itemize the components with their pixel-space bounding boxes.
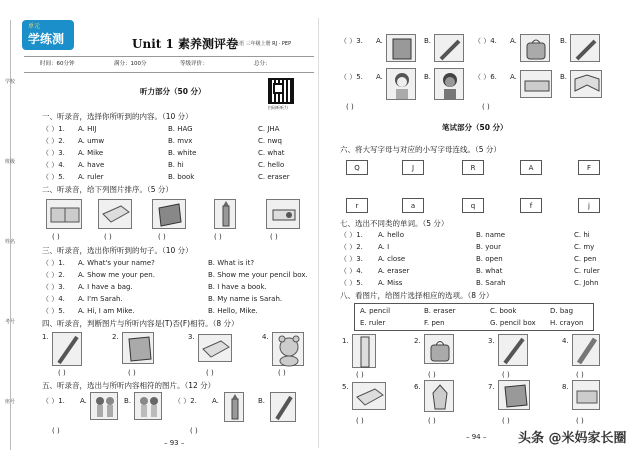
header-rule-2 bbox=[24, 72, 314, 73]
book-icon bbox=[153, 200, 187, 230]
q1-1-option-a: A. HIJ bbox=[78, 125, 97, 133]
word-bank-h: H. crayon bbox=[550, 319, 584, 327]
s8-blank-8[interactable]: ( ) bbox=[576, 417, 584, 425]
q5-5-picture-b bbox=[434, 68, 464, 100]
s5-blank-1[interactable]: ( ) bbox=[52, 427, 60, 435]
book-icon bbox=[387, 35, 417, 63]
q7-3-number[interactable]: （ ）3. bbox=[340, 255, 363, 263]
q1-5-option-a: A. ruler bbox=[78, 173, 104, 181]
q7-5-option-a: A. Miss bbox=[378, 279, 403, 287]
q1-3-option-a: A. Mike bbox=[78, 149, 104, 157]
section-1-title: 一、听录音，选择你所听到的内容。（10 分） bbox=[42, 112, 193, 121]
q5-4-picture-b bbox=[570, 34, 600, 62]
s2-blank-3[interactable]: ( ) bbox=[158, 233, 166, 241]
q1-1-option-c: C. JHA bbox=[258, 125, 280, 133]
open-book-icon bbox=[571, 71, 603, 99]
q1-4-option-c: C. hello bbox=[258, 161, 285, 169]
pencil-icon bbox=[271, 393, 297, 423]
upper-letter-5[interactable]: F bbox=[578, 160, 600, 175]
q1-4-number[interactable]: （ ）4. bbox=[42, 161, 65, 169]
q7-4-number[interactable]: （ ）4. bbox=[340, 267, 363, 275]
grade-meta: 英语 三年级上册 RJ · PEP bbox=[234, 41, 292, 47]
word-bank-b: B. eraser bbox=[424, 307, 456, 315]
s8-num-8: 8. bbox=[562, 383, 569, 391]
section-4-title: 四、听录音，判断图片与所听内容是(T)否(F)相符。（8 分） bbox=[42, 319, 239, 328]
lower-letter-3[interactable]: q bbox=[462, 198, 484, 213]
q3-1-number[interactable]: （ ）1. bbox=[42, 259, 65, 267]
q5-4-picture-a bbox=[520, 34, 550, 62]
q1-5-option-c: C. eraser bbox=[258, 173, 290, 181]
bag-icon bbox=[425, 335, 455, 365]
q3-1-option-a: A. What's your name? bbox=[78, 259, 155, 267]
word-bank-e: E. ruler bbox=[360, 319, 386, 327]
q3-2-option-b: B. Show me your pencil box. bbox=[208, 271, 308, 279]
q5-3-number[interactable]: （ ）3. bbox=[340, 37, 363, 45]
q5-1-option-a: A. bbox=[80, 397, 87, 405]
word-bank-f: F. pen bbox=[424, 319, 445, 327]
q5-6-number[interactable]: （ ）6. bbox=[474, 73, 497, 81]
q3-2-option-a: A. Show me your pen. bbox=[78, 271, 155, 279]
pencil-sharpener-picture bbox=[266, 199, 300, 229]
q5-3-option-a: A. bbox=[376, 37, 383, 45]
page-number-93: – 93 – bbox=[164, 439, 185, 447]
s4-num-1: 1. bbox=[42, 333, 49, 341]
q1-3-option-b: B. white bbox=[168, 149, 197, 157]
q3-5-option-b: B. Hello, Mike. bbox=[208, 307, 258, 315]
page-number-94: – 94 – bbox=[466, 433, 487, 441]
q7-2-number[interactable]: （ ）2. bbox=[340, 243, 363, 251]
q1-2-option-b: B. mvx bbox=[168, 137, 193, 145]
word-bank-d: D. bag bbox=[550, 307, 574, 315]
watermark: 头条 @米妈家长圈 bbox=[518, 431, 627, 446]
word-bank-a: A. pencil bbox=[360, 307, 391, 315]
q7-3-option-a: A. close bbox=[378, 255, 406, 263]
time-limit: 时间：60分钟 bbox=[40, 61, 75, 67]
word-bank-g: G. pencil box bbox=[490, 319, 536, 327]
q5-3-picture-a bbox=[386, 34, 416, 62]
lower-letter-4[interactable]: f bbox=[520, 198, 542, 213]
q5-4-number[interactable]: （ ）4. bbox=[474, 37, 497, 45]
q5-3-option-b: B. bbox=[424, 37, 432, 45]
q5-5-option-b: B. bbox=[424, 73, 432, 81]
q7-4-option-b: B. what bbox=[476, 267, 503, 275]
grade-evaluation: 等级评价： bbox=[180, 61, 208, 67]
side-label-name: 姓名 bbox=[5, 239, 16, 245]
s8-ruler-picture bbox=[352, 334, 376, 368]
section-8-title: 八、看图片，给图片选择相应的选项。（8 分） bbox=[340, 291, 494, 300]
side-label-exam-no: 考号 bbox=[5, 319, 16, 325]
side-label-class: 班级 bbox=[5, 159, 16, 165]
s8-pencil-box-picture bbox=[572, 380, 600, 410]
q7-2-option-a: A. I bbox=[378, 243, 390, 251]
s8-blank-6[interactable]: ( ) bbox=[428, 417, 436, 425]
q5-4-option-a: A. bbox=[510, 37, 517, 45]
s8-blank-7[interactable]: ( ) bbox=[502, 417, 510, 425]
q3-1-option-b: B. What is it? bbox=[208, 259, 255, 267]
s4-num-4: 4. bbox=[262, 333, 269, 341]
s8-eraser-picture bbox=[352, 382, 386, 410]
lower-letter-5[interactable]: j bbox=[578, 198, 600, 213]
full-score: 满分：100分 bbox=[114, 61, 147, 67]
binding-strip bbox=[2, 20, 16, 460]
side-label-seat-no: 座号 bbox=[5, 399, 16, 405]
pen-icon bbox=[571, 35, 601, 63]
q7-4-option-a: A. eraser bbox=[378, 267, 410, 275]
q3-4-option-b: B. My name is Sarah. bbox=[208, 295, 283, 303]
girl-icon bbox=[387, 69, 417, 101]
q5-6-option-b: B. bbox=[560, 73, 568, 81]
upper-letter-1[interactable]: Q bbox=[346, 160, 368, 175]
q3-5-option-a: A. Hi, I am Mike. bbox=[78, 307, 135, 315]
pencil-box-icon bbox=[573, 381, 601, 411]
q1-5-number[interactable]: （ ）5. bbox=[42, 173, 65, 181]
listening-heading: 听力部分（50 分） bbox=[140, 87, 206, 96]
s8-blank-5[interactable]: ( ) bbox=[356, 417, 364, 425]
pencil-box-icon bbox=[47, 200, 83, 230]
s8-book-picture bbox=[498, 380, 530, 410]
q7-2-option-c: C. my bbox=[574, 243, 595, 251]
section-7-title: 七、选出不同类的单词。（5 分） bbox=[340, 219, 449, 228]
s8-blank-4[interactable]: ( ) bbox=[576, 371, 584, 379]
fountain-pen-icon bbox=[425, 381, 455, 413]
s8-crayon-picture bbox=[572, 334, 600, 366]
book-icon bbox=[123, 333, 155, 365]
q1-4-option-b: B. hi bbox=[168, 161, 184, 169]
q1-4-option-a: A. have bbox=[78, 161, 105, 169]
qr-caption: 扫码听听力 bbox=[268, 105, 288, 110]
lower-letter-2[interactable]: a bbox=[402, 198, 424, 213]
upper-letter-4[interactable]: A bbox=[520, 160, 542, 175]
q3-3-option-a: A. I have a bag. bbox=[78, 283, 133, 291]
qr-code[interactable] bbox=[268, 78, 294, 104]
q7-5-option-c: C. John bbox=[574, 279, 599, 287]
pen-icon bbox=[435, 35, 465, 63]
section-2-title: 二、听录音，给下列图片排序。（5 分） bbox=[42, 185, 173, 194]
s8-num-3: 3. bbox=[488, 337, 495, 345]
publisher-logo: 单元 学练测 bbox=[22, 20, 74, 50]
boy-icon bbox=[435, 69, 465, 101]
q5-5-picture-a bbox=[386, 68, 416, 100]
children-greeting-icon bbox=[91, 393, 119, 421]
q5-6-option-a: A. bbox=[510, 73, 517, 81]
s8-blank-1[interactable]: ( ) bbox=[356, 371, 364, 379]
total-score: 总分： bbox=[254, 61, 271, 67]
s8-pen-picture bbox=[424, 380, 454, 412]
q5-2-picture-a bbox=[224, 392, 244, 422]
pencil-case-icon bbox=[521, 71, 553, 99]
s4-eraser-picture bbox=[198, 334, 232, 362]
s8-pencil-picture bbox=[498, 334, 528, 366]
s8-num-6: 6. bbox=[414, 383, 421, 391]
q5-3-picture-b bbox=[434, 34, 464, 62]
s4-blank-2[interactable]: ( ) bbox=[128, 369, 136, 377]
s2-blank-1[interactable]: ( ) bbox=[52, 233, 60, 241]
s4-num-3: 3. bbox=[188, 333, 195, 341]
q1-3-number[interactable]: （ ）3. bbox=[42, 149, 65, 157]
page-title: Unit 1 素养测评卷 bbox=[132, 37, 238, 51]
q1-1-option-b: B. HAG bbox=[168, 125, 193, 133]
q3-2-number[interactable]: （ ）2. bbox=[42, 271, 65, 279]
crayon-icon bbox=[573, 335, 601, 367]
written-heading: 笔试部分（50 分） bbox=[442, 123, 508, 132]
s8-blank-3[interactable]: ( ) bbox=[502, 371, 510, 379]
eraser-picture bbox=[98, 199, 132, 229]
s5-blank-2[interactable]: ( ) bbox=[190, 427, 198, 435]
q7-3-option-c: C. pen bbox=[574, 255, 597, 263]
q7-1-option-b: B. name bbox=[476, 231, 506, 239]
q7-3-option-b: B. open bbox=[476, 255, 503, 263]
q5-6-picture-b bbox=[570, 70, 602, 98]
ruler-icon bbox=[353, 335, 377, 369]
s4-blank-3[interactable]: ( ) bbox=[206, 369, 214, 377]
q3-4-option-a: A. I'm Sarah. bbox=[78, 295, 123, 303]
q5-4-option-b: B. bbox=[560, 37, 568, 45]
q1-2-number[interactable]: （ ）2. bbox=[42, 137, 65, 145]
s4-bear-picture bbox=[272, 332, 304, 366]
q3-3-number[interactable]: （ ）3. bbox=[42, 283, 65, 291]
q5-2-option-a: A. bbox=[212, 397, 219, 405]
q5-1-picture-a bbox=[90, 392, 118, 420]
q5-2-number[interactable]: （ ）2. bbox=[174, 397, 197, 405]
s4-blank-1[interactable]: ( ) bbox=[58, 369, 66, 377]
q5-1-option-b: B. bbox=[124, 397, 132, 405]
q1-2-option-a: A. umw bbox=[78, 137, 105, 145]
book-picture bbox=[152, 199, 186, 229]
q7-1-number[interactable]: （ ）1. bbox=[340, 231, 363, 239]
q3-4-number[interactable]: （ ）4. bbox=[42, 295, 65, 303]
q5-2-option-b: B. bbox=[258, 397, 266, 405]
header-rule bbox=[24, 56, 314, 57]
sharpener-icon bbox=[267, 200, 301, 230]
bag-icon bbox=[521, 35, 551, 63]
s5b-blank-1[interactable]: ( ) bbox=[346, 103, 354, 111]
s8-blank-2[interactable]: ( ) bbox=[428, 371, 436, 379]
q1-3-option-c: C. what bbox=[258, 149, 285, 157]
crayon-icon bbox=[225, 393, 245, 423]
s2-blank-4[interactable]: ( ) bbox=[214, 233, 222, 241]
side-label-school: 学校 bbox=[5, 79, 16, 85]
section-5-title: 五、听录音，选出与所听内容相符的图片。（12 分） bbox=[42, 381, 216, 390]
section-6-title: 六、将大写字母与对应的小写字母连线。（5 分） bbox=[340, 145, 501, 154]
s8-num-7: 7. bbox=[488, 383, 495, 391]
q3-5-number[interactable]: （ ）5. bbox=[42, 307, 65, 315]
upper-letter-3[interactable]: R bbox=[462, 160, 484, 175]
q5-6-picture-a bbox=[520, 70, 552, 98]
s8-num-4: 4. bbox=[562, 337, 569, 345]
pencil-icon bbox=[53, 333, 83, 367]
q7-2-option-b: B. your bbox=[476, 243, 501, 251]
q5-1-number[interactable]: （ ）1. bbox=[42, 397, 65, 405]
s8-num-2: 2. bbox=[414, 337, 421, 345]
s2-blank-2[interactable]: ( ) bbox=[104, 233, 112, 241]
q7-5-option-b: B. Sarah bbox=[476, 279, 506, 287]
crayon-icon bbox=[215, 200, 237, 230]
s8-bag-picture bbox=[424, 334, 454, 364]
upper-letter-2[interactable]: J bbox=[402, 160, 424, 175]
q3-3-option-b: B. I have a book. bbox=[208, 283, 267, 291]
q5-5-number[interactable]: （ ）5. bbox=[340, 73, 363, 81]
q7-4-option-c: C. ruler bbox=[574, 267, 600, 275]
eraser-icon bbox=[353, 383, 387, 411]
pencil-icon bbox=[499, 335, 529, 367]
crayon-picture bbox=[214, 199, 236, 229]
word-bank-c: C. book bbox=[490, 307, 517, 315]
q7-5-number[interactable]: （ ）5. bbox=[340, 279, 363, 287]
s4-blank-4[interactable]: ( ) bbox=[278, 369, 286, 377]
s4-num-2: 2. bbox=[112, 333, 119, 341]
q7-1-option-a: A. hello bbox=[378, 231, 405, 239]
q7-1-option-c: C. hi bbox=[574, 231, 590, 239]
q1-1-number[interactable]: （ ）1. bbox=[42, 125, 65, 133]
page-divider bbox=[318, 18, 319, 448]
children-talking-icon bbox=[135, 393, 163, 421]
q5-5-option-a: A. bbox=[376, 73, 383, 81]
q5-1-picture-b bbox=[134, 392, 162, 420]
teddy-bear-icon bbox=[273, 333, 305, 367]
s2-blank-5[interactable]: ( ) bbox=[270, 233, 278, 241]
q1-2-option-c: C. nwq bbox=[258, 137, 282, 145]
s8-num-1: 1. bbox=[342, 337, 349, 345]
s8-num-5: 5. bbox=[342, 383, 349, 391]
s4-book-picture bbox=[122, 332, 154, 364]
s5b-blank-2[interactable]: ( ) bbox=[482, 103, 490, 111]
s4-pencil-picture bbox=[52, 332, 82, 366]
eraser-icon bbox=[199, 335, 233, 363]
book-icon bbox=[499, 381, 531, 411]
eraser-icon bbox=[99, 200, 133, 230]
pencil-box-picture bbox=[46, 199, 82, 229]
lower-letter-1[interactable]: r bbox=[346, 198, 368, 213]
q1-5-option-b: B. book bbox=[168, 173, 195, 181]
section-3-title: 三、听录音，选出你所听到的句子。（10 分） bbox=[42, 246, 193, 255]
q5-2-picture-b bbox=[270, 392, 296, 422]
